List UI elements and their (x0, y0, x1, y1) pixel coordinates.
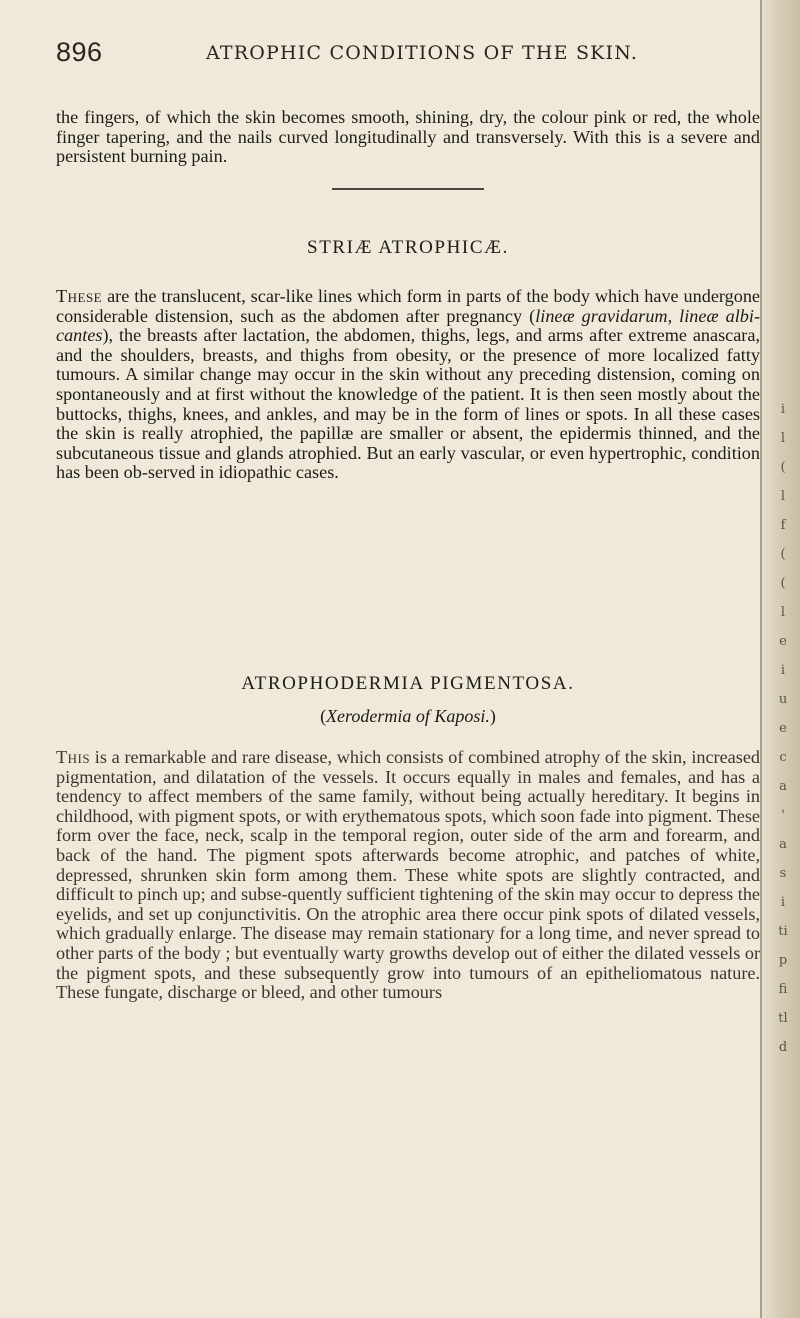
striae-italic-terms: lineæ gravidarum, lineæ albi-cantes (56, 305, 760, 346)
edge-letter: s (779, 866, 787, 881)
striae-paragraph (56, 287, 760, 483)
edge-letter: i (780, 895, 786, 910)
running-head: ATROPHIC CONDITIONS OF THE SKIN. (206, 42, 639, 64)
subheading-paren-close: ) (489, 706, 496, 726)
subheading-xerodermia: Xerodermia (326, 706, 412, 726)
atrophodermia-paragraph (56, 748, 760, 1003)
edge-letter: ti (778, 924, 788, 939)
edge-letter: ( (780, 576, 786, 591)
section-heading-atrophodermia: ATROPHODERMIA PIGMENTOSA. (241, 673, 575, 694)
edge-letter: p (778, 953, 788, 968)
intro-paragraph (56, 108, 760, 167)
subheading-paren-open: ( (320, 706, 327, 726)
edge-letter: f (780, 518, 786, 533)
edge-letter: ( (780, 547, 786, 562)
subheading-kaposi: Kaposi. (434, 706, 490, 726)
page-number: 896 (56, 37, 103, 67)
section-heading-striae: STRIÆ ATROPHICÆ. (307, 237, 509, 258)
edge-letter: e (779, 721, 787, 736)
edge-letter: a (779, 779, 787, 794)
edge-letter: a (779, 837, 787, 852)
edge-letter: tl (778, 1011, 788, 1026)
edge-letter: i (780, 663, 786, 678)
page-header (56, 37, 770, 67)
atrophodermia-text: is a remarkable and rare disease, which consists of combined atrophy of the skin, increased pigmentation, and dilatation of the vessels. It occurs equally in males and females, and has a tendency to affect members of the same family, without being actually hereditary. It begins in childhood, with pigment spots, or with erythematous spots, which soon fade into pigment. These form over the face, neck, scalp in the temporal region, outer side of the arm and forearm, and back of the hand. The pigment spots afterwards become atrophic, and patches of white, depressed, shrunken skin form among them. These white spots are slightly contracted, and difficult to pinch up; and subse-quently sufficient tightening of the skin may occur to depress the eyelids, and set up conjunctivitis. On the atrophic area there occur pink spots of dilated vessels, which gradually enlarge. The disease may remain stationary for a long time, and never spread to other parts of the body ; but eventually warty growths develop out of either the dilated vessels or the pigment spots, and these subsequently grow into tumours of an epitheliomatous nature. These fungate, discharge or bleed, and other tumours (56, 747, 760, 1003)
edge-letter: ' (781, 808, 785, 823)
facing-page-letters (774, 395, 792, 1062)
section-subheading-kaposi (56, 706, 760, 727)
edge-letter: d (778, 1040, 788, 1055)
edge-letter: l (780, 605, 786, 620)
edge-letter: l (780, 489, 786, 504)
edge-letter: l (780, 431, 786, 446)
edge-letter: u (778, 692, 788, 707)
subheading-of: of (411, 706, 435, 726)
edge-letter: ( (780, 460, 786, 475)
striae-text-a: are the translucent, scar-like lines which form in parts of the body which have undergone considerable distension, such as the abdomen after pregnancy ( (56, 286, 760, 326)
striae-lead-word: These (56, 286, 103, 306)
edge-letter: i (780, 402, 786, 417)
edge-letter: fi (778, 982, 788, 997)
intro-text: the fingers, of which the skin becomes smooth, shining, dry, the colour pink or red, the whole finger tapering, and the nails curved longitudinally and transversely. With this is a severe and persistent burning pain. (56, 107, 760, 167)
edge-letter: c (779, 750, 787, 765)
section-divider-1 (332, 188, 484, 190)
facing-page-edge (760, 0, 800, 1318)
atrophodermia-lead-word: This (56, 747, 91, 767)
edge-letter: e (779, 634, 787, 649)
striae-text-b: ), the breasts after lactation, the abdomen, thighs, legs, and arms after extreme anascara, and the shoulders, breasts, and thighs from obesity, or the presence of more localized fatty tumours. A similar change may occur in the skin without any preceding distension, coming on spontaneously and at first without the knowledge of the patient. It is then seen mostly about the buttocks, thighs, knees, and ankles, and may be in the form of lines or spots. In all these cases the skin is really atrophied, the papillæ are smaller or absent, the epidermis thinned, and the subcutaneous tissue and glands atrophied. But an early vascular, or even hypertrophic, condition has been ob-served in idiopathic cases. (56, 325, 760, 483)
